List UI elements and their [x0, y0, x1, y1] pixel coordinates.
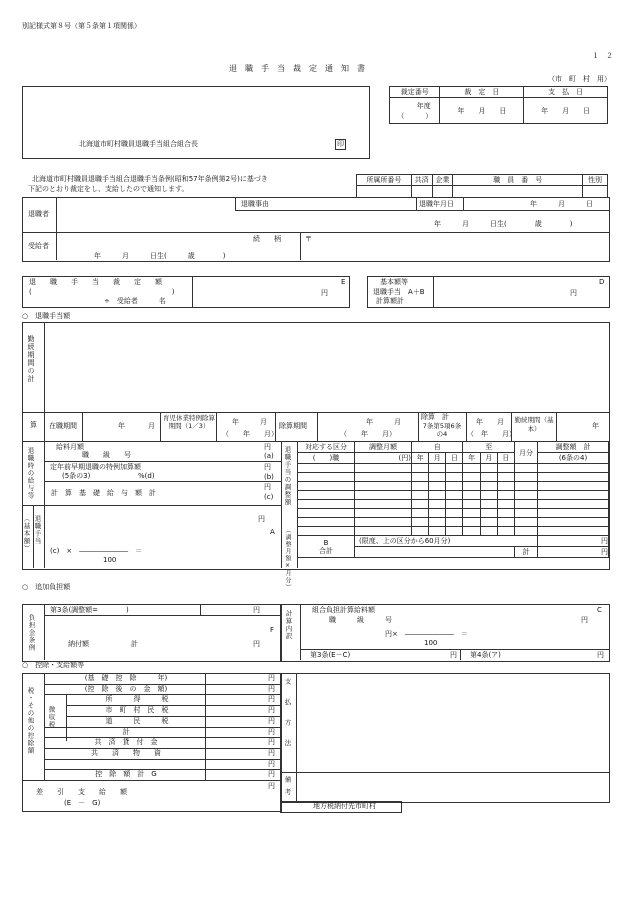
limit-note: (限度、上の区分から60月分)	[355, 536, 538, 547]
jo3b-yen: 円	[450, 651, 457, 659]
retiree-label: 退職者	[28, 210, 49, 218]
kojo-row-label: 所 得 税	[105, 695, 169, 704]
retire-reason-label: 退職事由	[241, 200, 269, 208]
kihon-formula: (c) × ――――――― ＝	[50, 547, 143, 555]
decision-date: 年 月 日	[440, 98, 524, 124]
relation-label: 続 柄	[253, 235, 281, 243]
jo3b-label: 第3条(E－C)	[310, 651, 351, 659]
kihon-side-label: 退職手当	[33, 515, 42, 545]
adj-col: 自	[412, 442, 463, 453]
josan-ym: 年 月	[366, 418, 401, 426]
base-label3: 計算額計	[376, 297, 404, 305]
mark-c2: C	[597, 606, 602, 614]
teinen-label: 定年前早期退職の特例加算額	[50, 463, 141, 471]
jokou-label: 7条第5項6条の4	[422, 422, 462, 438]
mark-f: F	[270, 626, 275, 634]
kyosai-label: 共済	[411, 175, 432, 186]
period-label: 勤続期間の計	[27, 335, 35, 383]
shiharai-box	[280, 673, 610, 803]
josan-kei-label: 除算 計	[421, 413, 449, 421]
salary-side-label: 退職時の給与等	[26, 447, 35, 500]
adj-col: 月分	[515, 442, 538, 464]
settlement-paren: ( )	[29, 288, 175, 296]
kojo-row-yen: 円	[268, 770, 275, 779]
kumiai-label: 組合負担計算給料額	[312, 606, 375, 614]
chihozei-label: 地方税納付先市町村	[313, 802, 376, 810]
adj-col: 調整額 計	[538, 442, 609, 453]
keisan-denom: 100	[424, 639, 438, 647]
eg-label: (E － G)	[64, 799, 101, 807]
mark-a-kihon: A	[270, 528, 275, 536]
adj-col: 調整月額	[355, 442, 412, 453]
nofu-yen: 円	[253, 640, 260, 648]
pct-d: %(d)	[138, 472, 155, 480]
josan-kei-ym: 年 月	[476, 418, 504, 426]
calc-label: 算	[30, 421, 37, 429]
mark-b: (b)	[264, 473, 274, 481]
b-gokei: B 合計	[298, 536, 355, 558]
adj-sub: 年	[463, 453, 480, 464]
kihon-denom: 100	[103, 556, 117, 564]
payment-date: 年 月 日	[524, 98, 608, 124]
yen-d: 円	[570, 289, 577, 297]
kei-label: 計	[515, 547, 538, 558]
zaishoku-year: 年	[118, 422, 125, 430]
ikuji-ym: 年 月	[232, 418, 267, 426]
futan-side: 負担金条例	[27, 614, 36, 652]
col-header: 裁定番号	[390, 87, 440, 98]
adj-col: 対応する区分	[298, 442, 355, 453]
kojo-row-yen: 円	[268, 716, 275, 725]
adj-total-yen: 円	[538, 536, 609, 547]
issuer-name: 北海道市町村職員退職手当組合組合長	[79, 140, 198, 148]
base-label2: 退職手当 A＋B	[373, 288, 425, 296]
kojo-row-yen: 円	[268, 738, 275, 747]
jo53-label: (5条の3)	[62, 472, 91, 480]
settlement-label: 退 職 手 当 裁 定 額	[29, 278, 162, 286]
employee-header	[356, 174, 608, 198]
mark-a: (a)	[264, 452, 274, 460]
shokkyu-yen: 円	[581, 616, 588, 624]
adj-sub: (6条の4)	[538, 453, 609, 464]
kihon-side-paren: （基本額）	[22, 515, 31, 553]
zaishoku-month: 月	[148, 422, 155, 430]
office-no-label: 所属所番号	[357, 175, 412, 186]
intro-line2: 下記のとおり裁定をし、支給したので通知します。	[28, 185, 189, 193]
seal-mark: 印	[337, 140, 344, 148]
jo4-yen: 円	[597, 651, 604, 659]
kojo-row-label: (基 礎 控 除 年)	[84, 674, 168, 682]
teinen-yen: 円	[264, 463, 271, 471]
josan-kei-paren: （ 年 月）	[467, 430, 516, 438]
shiharai-label: 支払方法	[283, 678, 292, 760]
nofu-label: 納付額 計	[68, 640, 138, 648]
jo4-label: 第4条(ア)	[470, 651, 501, 659]
keisan-yen: 円	[264, 483, 271, 491]
page-number: １ ２	[592, 52, 613, 60]
zaishoku-label: 在職期間	[49, 422, 77, 430]
kojo-row-label: 道 民 税	[105, 716, 169, 725]
col-header: 支 払 日	[524, 87, 608, 98]
postal-mark: 〒	[305, 235, 312, 243]
kojo-row-yen: 円	[268, 706, 275, 715]
sex-label: 性別	[583, 175, 608, 186]
ikuji-label: 育児休業特例除算期間（1／3）	[163, 414, 215, 430]
retire-date-label: 退職年月日	[419, 200, 454, 208]
intro-line1: 北海道市町村職員退職手当組合退職手当条例(昭和57年条例第2号)に基づき	[32, 175, 268, 183]
section3-title: ○ 控除・支給額等	[22, 661, 85, 669]
sashihiki-yen: 円	[268, 782, 275, 790]
adj-sub: 月	[480, 453, 497, 464]
sashihiki-label: 差 引 支 給 額	[36, 788, 127, 796]
retiree-birth: 年 月 日生( 歳 )	[434, 220, 573, 228]
kojo-row-label: 計	[122, 727, 130, 736]
kojo-row-label: (控 除 後 の 金 額)	[84, 684, 168, 693]
fiscal-year: 年度	[416, 101, 431, 110]
chokin-label: 微収税	[47, 706, 56, 729]
kinzoku-label: 勤続期間（基本）	[514, 416, 554, 433]
kojo-row-yen: 円	[268, 727, 275, 736]
adj-sub: 日	[446, 453, 463, 464]
adjustment-table	[297, 441, 609, 558]
kojo-row-label: 控 除 額 計 G	[95, 770, 157, 779]
shokkyu2: 職 級 号	[329, 616, 392, 624]
kinzoku-year: 年	[592, 422, 599, 430]
section1-title: ○ 退職手当額	[22, 312, 71, 320]
adj-sub: ( )職	[298, 453, 355, 464]
adj-sub: 年	[412, 453, 429, 464]
kojo-row-yen: 円	[268, 695, 275, 704]
kojo-row-yen: 円	[268, 684, 275, 693]
kigyo-label: 企業	[432, 175, 453, 186]
kojo-side: 税・その他の控除額	[26, 687, 35, 755]
retire-date: 年 月 日	[530, 200, 593, 208]
josan-paren: （ 年 月）	[340, 430, 396, 438]
col-header: 裁 定 日	[440, 87, 524, 98]
kihon-yen: 円	[258, 515, 265, 523]
employee-no-label: 職 員 番 号	[453, 175, 583, 186]
adj-sub: 日	[497, 453, 514, 464]
kojo-row-yen: 円	[268, 674, 275, 682]
recipient-birth: 年 月 日生( 歳 )	[94, 252, 226, 260]
mark-e: E	[341, 278, 346, 286]
recipient-label: 受給者	[28, 242, 49, 250]
settlement-divisor: ÷ 受給者 名	[104, 297, 166, 305]
adj-side-label: 退職手当の調整額	[283, 446, 292, 506]
kei-yen: 円	[538, 547, 609, 558]
page-title: 退 職 手 当 裁 定 通 知 書	[229, 64, 365, 73]
ikuji-paren: （ 年 月）	[222, 430, 278, 438]
kojo-row-label: 市 町 村 民 税	[105, 706, 169, 715]
keisan-formula: 円× ――――――― ＝	[385, 630, 468, 638]
section2-title: ○ 追加負担額	[22, 583, 71, 591]
adj-sub: 月	[429, 453, 446, 464]
adj-col: 至	[463, 442, 515, 453]
shokkyu-label: 職 級 号	[82, 451, 131, 459]
base-label1: 基本額等	[380, 278, 408, 286]
keisan-side: 計算内訳	[284, 610, 293, 640]
mark-d: D	[599, 278, 605, 286]
kojo-row-label: 共 済 物 資	[91, 748, 161, 757]
biko-label: 備考	[283, 776, 292, 801]
kojo-row-yen: 円	[268, 748, 275, 757]
kojo-row-label: 共 済 貸 付 金	[94, 738, 158, 747]
kyuyo-yen: 円	[264, 443, 271, 451]
mark-c: (c)	[264, 493, 274, 501]
kyuyo-label: 給料月額	[56, 443, 84, 451]
josan-label: 除算期間	[279, 422, 307, 430]
kojo-row-yen: 円	[268, 759, 275, 768]
info-table	[389, 86, 608, 124]
fiscal-paren: （ ）	[397, 111, 433, 120]
form-number: 別記様式第８号（第５条第１項関係）	[22, 22, 141, 30]
adj-side-label2: （調整月額×月分）	[284, 527, 291, 591]
issuer-box	[22, 86, 370, 159]
keisan-label: 計 算 基 礎 給 与 額 計	[51, 489, 156, 497]
jo3-label: 第3条(調整額= )	[50, 606, 129, 614]
yen-e: 円	[321, 289, 328, 297]
issuer-type: （市 町 村 用）	[548, 75, 611, 83]
adj-sub: (円)	[355, 453, 412, 464]
jo3-yen: 円	[253, 606, 260, 614]
